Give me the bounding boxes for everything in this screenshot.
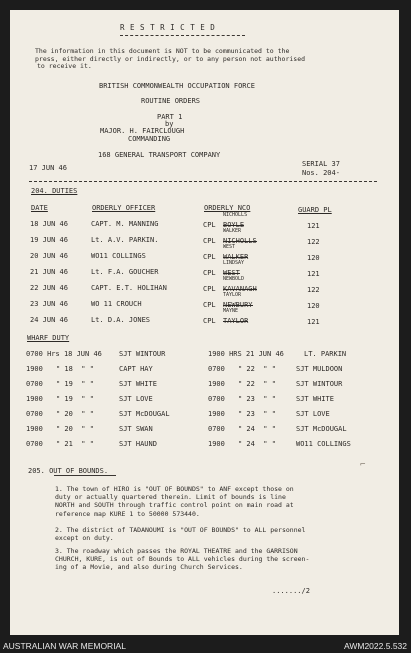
wharf-day: 18 [63,350,73,358]
duty-guard: 120 [307,302,320,310]
pencil-mark-icon: ⌐ [360,460,366,470]
officer-name: MAJOR. H. FAIRCLOUGH [100,127,185,135]
wharf-duty-heading: WHARF DUTY [27,334,70,342]
notice-line-3: to receive it. [37,62,92,70]
wharf-day: " 20 [56,410,73,418]
duty-nco-struck: TAYLOR [223,317,249,325]
wharf-month: " " [81,395,94,403]
wharf-day: " 18 [56,365,73,373]
wharf-day: " 23 [238,395,255,403]
duty-guard: 121 [307,318,320,326]
duty-officer: Lt. D.A. JONES [91,316,151,324]
bounds-paragraph-2 [55,526,305,542]
duty-guard: 121 [307,222,320,230]
bounds-p1-line: duty or actually quartered therein. Limit of bounds is line [55,493,286,502]
wharf-name: SJT LOVE [296,410,330,418]
commanding-label: COMMANDING [128,135,171,143]
wharf-day: " 20 [56,425,73,433]
duty-date: 18 JUN 46 [30,220,68,228]
wharf-month: " " [263,365,276,373]
duty-nco-rank: CPL [203,221,216,229]
bounds-p1-line: 1. The town of HIRO is "OUT OF BOUNDS" to ANF except those on [55,485,294,493]
wharf-name: CAPT HAY [119,365,153,373]
wharf-day: 21 [245,350,255,358]
duty-nco-struck: WEST [223,269,240,277]
duty-nco-struck: NEWBURY [223,301,253,309]
wharf-name: SJT HAUND [119,440,157,448]
duty-date: 24 JUN 46 [30,316,68,324]
duty-date: 19 JUN 46 [30,236,68,244]
wharf-name: SJT McDOUGAL [296,425,347,433]
part-label: PART 1 [157,113,183,121]
duty-nco-struck: WALKER [223,253,249,261]
wharf-time: 1900 [26,395,43,403]
orders-title: ROUTINE ORDERS [141,97,201,105]
wharf-name: SJT WHITE [119,380,157,388]
company-name: 168 GENERAL TRANSPORT COMPANY [98,151,221,159]
duty-nco-rank: CPL [203,253,216,261]
duty-nco-rank: CPL [203,269,216,277]
duty-nco-correction: TAYLOR [223,292,242,298]
duty-guard: 122 [307,286,320,294]
wharf-month: " " [81,365,94,373]
wharf-time: 0700 Hrs [26,350,60,358]
bounds-p3-line: 3. The roadway which passes the ROYAL THEATRE and the GARRISON [55,547,298,555]
wharf-name: SJT SWAN [119,425,153,433]
duties-heading: 204. DUTIES [31,187,78,195]
duty-nco-rank: CPL [203,301,216,309]
bounds-p1-line: reference map KURE 1 to 50000 573440. [55,509,200,518]
wharf-day: " 22 [238,380,255,388]
duty-nco-correction: WEST [223,244,236,250]
wharf-time: 1900 [208,380,225,388]
wharf-month: " " [263,425,276,433]
wharf-name: SJT WHITE [296,395,334,403]
duty-nco-correction: MAYNE [223,308,239,314]
wharf-month: " " [263,440,276,448]
wharf-time: 0700 [208,395,225,403]
wharf-time: 1900 [208,410,225,418]
document-page [10,10,399,635]
wharf-time: 0700 [208,425,225,433]
wharf-day: " 19 [56,395,73,403]
duty-officer: CAPT. E.T. HOLIHAN [91,284,167,292]
duty-officer: CAPT. M. MANNING [91,220,159,228]
force-title: BRITISH COMMONWEALTH OCCUPATION FORCE [99,82,255,90]
duty-nco-struck: KAVANAGH [223,285,257,293]
wharf-month: " " [81,425,94,433]
header-divider [29,181,377,182]
bounds-paragraph-1 [55,485,294,518]
duty-guard: 120 [307,254,320,262]
wharf-time: 1900 HRS [208,350,242,358]
duty-date: 23 JUN 46 [30,300,68,308]
wharf-month: " " [263,380,276,388]
by-label: by [165,120,174,128]
duty-date: 20 JUN 46 [30,252,68,260]
wharf-month: " " [81,380,94,388]
notice-block [35,48,305,71]
duty-officer: WO 11 CROUCH [91,300,142,308]
wharf-name: SJT WINTOUR [296,380,343,388]
wharf-time: 1900 [26,425,43,433]
wharf-day: " 24 [238,440,255,448]
duty-date: 21 JUN 46 [30,268,68,276]
duties-col-nco: ORDERLY NCO [204,204,251,212]
bounds-p1-line: NORTH and SOUTH through traffic control point on main road at [55,501,294,510]
bounds-paragraph-3 [55,547,309,572]
page-continuation: ......./2 [272,587,310,595]
notice-line-1: The information in this document is NOT to be communicated to the [35,47,290,55]
wharf-name: SJT MULDOON [296,365,343,373]
footer-accession: AWM2022.5.532 [344,641,407,651]
duty-officer: Lt. A.V. PARKIN. [91,236,159,244]
bounds-p3-line: ing of a Movie, and also during Church Services. [55,563,243,572]
out-of-bounds-underline [54,475,116,476]
order-numbers: Nos. 204- [302,169,340,177]
wharf-time: 1900 [208,440,225,448]
out-of-bounds-heading [28,467,108,475]
wharf-day: " 24 [238,425,255,433]
wharf-time: 0700 [26,440,43,448]
wharf-month: JUN 46 [76,350,102,358]
duty-nco-correction: LINDSAY [223,260,245,266]
wharf-month: " " [81,410,94,418]
wharf-day: " 19 [56,380,73,388]
wharf-month: " " [81,440,94,448]
wharf-month: " " [263,410,276,418]
duties-col-guard: GUARD PL [298,206,332,214]
duty-nco-struck: NICHOLLS [223,237,257,245]
duty-nco-correction: WALKER [223,228,242,234]
duty-nco-struck: BOYLE [223,221,245,229]
wharf-day: " 21 [56,440,73,448]
wharf-month: " " [263,395,276,403]
duty-guard: 121 [307,270,320,278]
wharf-time: 0700 [26,410,43,418]
duty-nco-rank: CPL [203,237,216,245]
wharf-time: 0700 [208,365,225,373]
wharf-time: 1900 [26,365,43,373]
bounds-p2-line: except on duty. [55,534,114,543]
wharf-month: JUN 46 [258,350,284,358]
wharf-day: " 23 [238,410,255,418]
wharf-day: " 22 [238,365,255,373]
bounds-p3-line: CHURCH, KURE, is out of Bounds to ALL vehicles during the screen- [55,555,310,564]
classification-underline [120,35,245,36]
wharf-name: WO11 COLLINGS [296,440,351,448]
wharf-name: SJT WINTOUR [119,350,166,358]
wharf-name: SJT LOVE [119,395,153,403]
duty-guard: 122 [307,238,320,246]
duties-col-officer: ORDERLY OFFICER [92,204,156,212]
duty-nco-correction: NICHOLLS [223,212,248,218]
out-of-bounds-heading-text: 205. OUT OF BOUNDS. [28,467,109,475]
duty-date: 22 JUN 46 [30,284,68,292]
wharf-name: SJT McDOUGAL [119,410,170,418]
duty-nco-correction: NEWBOLD [223,276,245,282]
serial-number: SERIAL 37 [302,160,340,168]
wharf-time: 0700 [26,380,43,388]
bounds-p2-line: 2. The district of TADANOUMI is "OUT OF BOUNDS" to ALL personnel [55,526,306,534]
footer-institution: AUSTRALIAN WAR MEMORIAL [3,641,126,651]
duties-col-date: DATE [31,204,48,212]
duty-officer: Lt. F.A. GOUCHER [91,268,159,276]
notice-line-2: press, either directly or indirectly, or to any person not authorised [35,54,306,63]
classification-heading: R E S T R I C T E D [120,23,216,32]
order-date: 17 JUN 46 [29,164,67,172]
duty-officer: WO11 COLLINGS [91,252,146,260]
wharf-name: LT. PARKIN [304,350,347,358]
archive-footer [0,639,411,653]
duty-nco-rank: CPL [203,285,216,293]
duty-nco-rank: CPL [203,317,216,325]
